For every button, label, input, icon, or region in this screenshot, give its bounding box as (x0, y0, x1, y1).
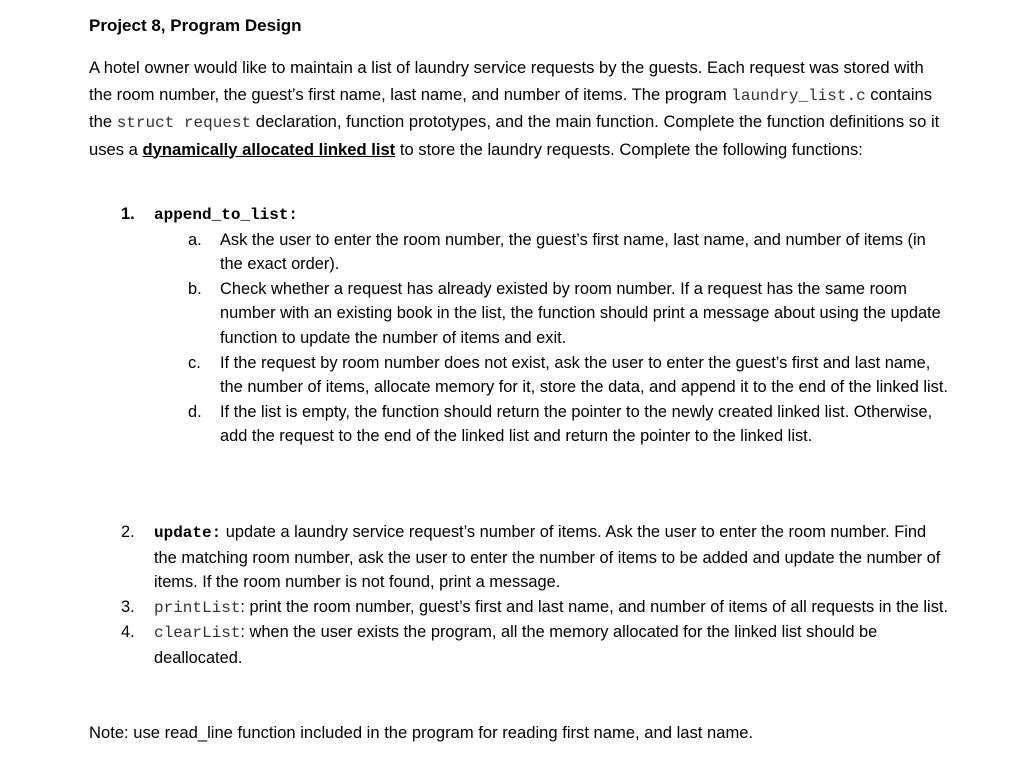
sub-letter: d. (188, 402, 202, 421)
function-list-part1 (89, 202, 949, 449)
item-text: : when the user exists the program, all the memory allocated for the linked list should be deallocated. (154, 623, 878, 667)
sub-letter: a. (188, 230, 202, 249)
sub-letter: b. (188, 279, 202, 298)
document-page (89, 12, 949, 742)
page-title: Project 8, Program Design (89, 16, 302, 35)
list-item-printlist (89, 595, 949, 621)
item-number: 2. (121, 523, 135, 541)
intro-text-2: contains the (89, 84, 933, 131)
function-name-append: append_to_list: (154, 206, 299, 224)
sub-text: Ask the user to enter the room number, the guest’s first name, last name, and number of items (in the exact order). (220, 230, 926, 274)
note-text: Note: use read_line function included in the program for reading first name, and last name. (89, 723, 754, 742)
sub-text: Check whether a request has already existed by room number. If a request has the same room number with an existing book in the list, the function should print a message about using the update function to update the number of items and exit. (220, 279, 941, 347)
struct-name: struct request (116, 114, 252, 132)
sub-item-c (89, 351, 949, 400)
intro-text-3: declaration, function prototypes, and the main function. Complete the function definitions so it uses a (89, 112, 940, 159)
function-name-clearlist: clearList (154, 624, 241, 643)
file-name: laundry_list.c (731, 86, 866, 105)
function-name-update: update: (154, 524, 222, 542)
item-number: 1. (121, 205, 135, 223)
item-text: update a laundry service request’s number of items. Ask the user to enter the room number. Find the matching room number, ask the user to enter the number of items to be added and update the number of items. If the room number is not found, print a message. (154, 523, 941, 592)
list-item-append (89, 202, 949, 228)
sub-item-b (89, 277, 949, 351)
sub-letter: c. (188, 353, 201, 372)
sub-text: If the request by room number does not exist, ask the user to enter the guest’s first and last name, the number of items, allocate memory for it, store the data, and append it to the end of the linked list. (220, 353, 948, 397)
intro-paragraph (89, 55, 949, 163)
list-item-clearlist (89, 620, 949, 670)
list-item-update (89, 520, 949, 595)
function-list-part2 (89, 520, 949, 671)
function-name-printlist: printList (154, 598, 241, 617)
sub-item-a (89, 228, 949, 277)
sub-text: If the list is empty, the function should return the pointer to the newly created linked list. Otherwise, add the request to the end of the linked list and return the pointer to the linked list. (220, 402, 933, 446)
emphasis-text: dynamically allocated linked list (142, 139, 396, 159)
sub-item-d (89, 400, 949, 449)
intro-text-1: A hotel owner would like to maintain a list of laundry service requests by the guests. Each request was stored with the room number, the guest’s first name, last name, and number of items. The program (89, 58, 924, 104)
intro-text-4: to store the laundry requests. Complete the following functions: (395, 139, 863, 159)
item-number: 3. (121, 597, 135, 616)
item-number: 4. (121, 623, 135, 642)
item-text: : print the room number, guest’s first and last name, and number of items of all requests in the list. (240, 597, 948, 616)
